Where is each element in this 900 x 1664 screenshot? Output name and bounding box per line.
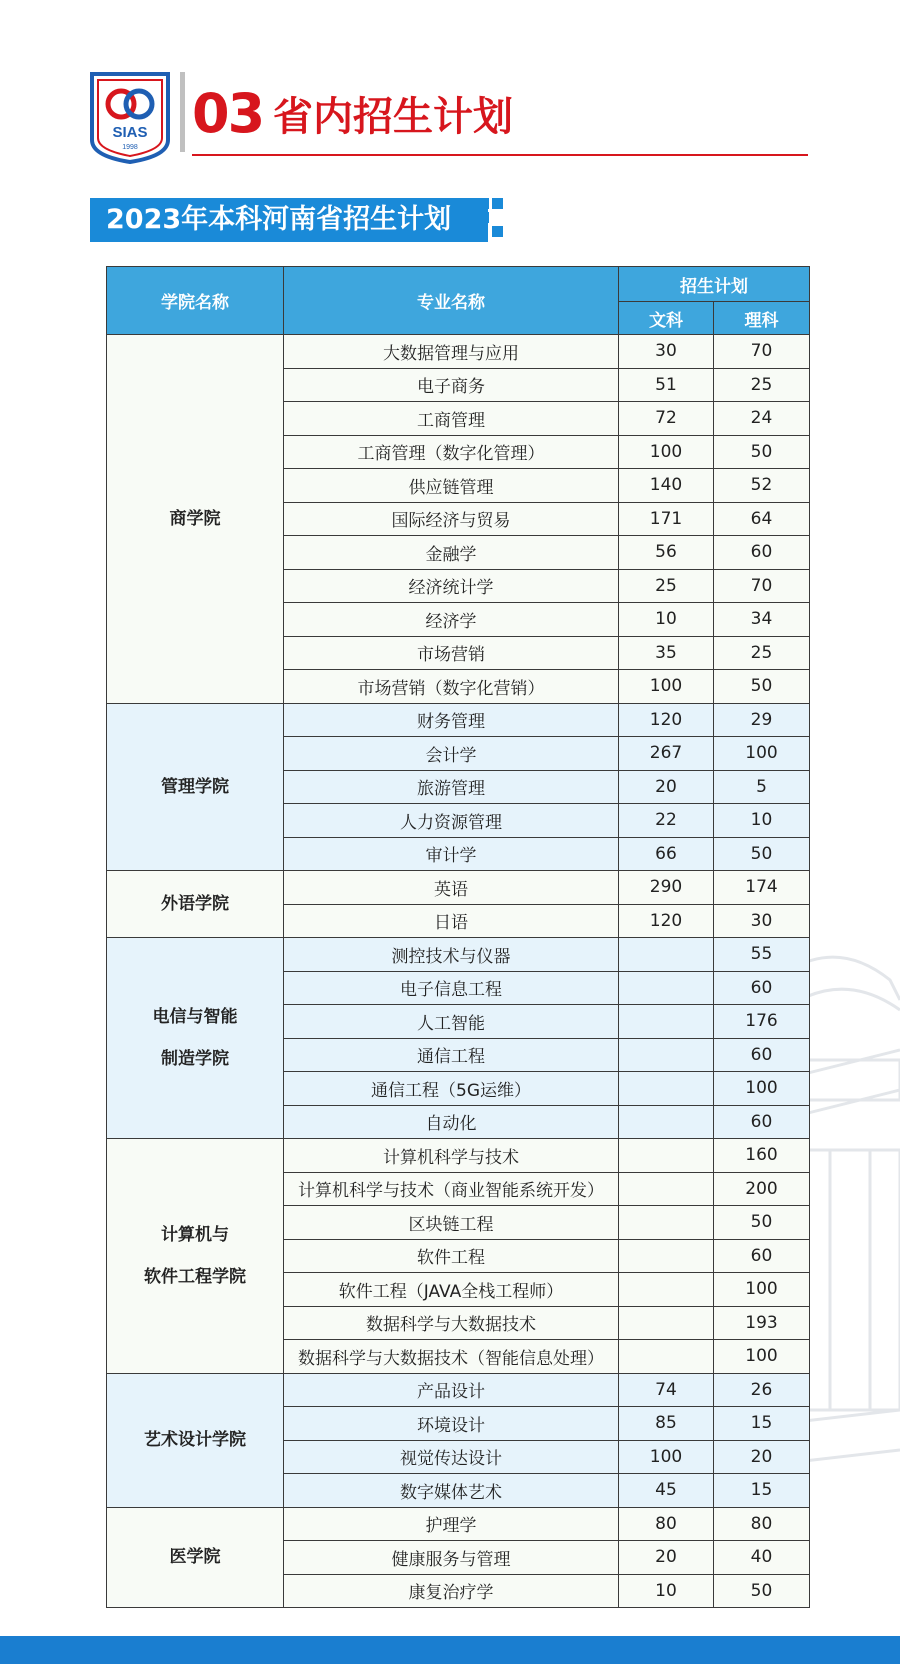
major-name-cell: 金融学 bbox=[284, 536, 619, 570]
arts-quota-cell: 20 bbox=[619, 1541, 714, 1575]
arts-quota-cell bbox=[619, 1306, 714, 1340]
arts-quota-cell: 45 bbox=[619, 1474, 714, 1508]
college-name-cell: 管理学院 bbox=[107, 703, 284, 871]
arts-quota-cell: 100 bbox=[619, 435, 714, 469]
arts-quota-cell: 140 bbox=[619, 469, 714, 503]
table-row bbox=[107, 335, 810, 369]
enrollment-plan-table bbox=[106, 266, 810, 1608]
science-quota-cell: 15 bbox=[714, 1474, 810, 1508]
major-name-cell: 护理学 bbox=[284, 1507, 619, 1541]
arts-quota-cell: 30 bbox=[619, 335, 714, 369]
major-name-cell: 电子商务 bbox=[284, 368, 619, 402]
science-quota-cell: 200 bbox=[714, 1172, 810, 1206]
arts-quota-cell bbox=[619, 1105, 714, 1139]
major-name-cell: 产品设计 bbox=[284, 1373, 619, 1407]
table-row bbox=[107, 1507, 810, 1541]
arts-quota-cell bbox=[619, 971, 714, 1005]
science-quota-cell: 193 bbox=[714, 1306, 810, 1340]
section-number: 03 bbox=[192, 82, 264, 145]
page-header bbox=[88, 70, 808, 165]
college-name-cell: 电信与智能 制造学院 bbox=[107, 938, 284, 1139]
major-name-cell: 康复治疗学 bbox=[284, 1574, 619, 1608]
banner-square-decoration bbox=[478, 198, 489, 209]
major-name-cell: 经济统计学 bbox=[284, 569, 619, 603]
logo-text: SIAS bbox=[112, 124, 148, 141]
major-name-cell: 财务管理 bbox=[284, 703, 619, 737]
science-quota-cell: 70 bbox=[714, 569, 810, 603]
banner-square-decoration bbox=[492, 212, 503, 223]
banner-square-decoration bbox=[492, 198, 503, 209]
arts-quota-cell: 25 bbox=[619, 569, 714, 603]
college-name-cell: 艺术设计学院 bbox=[107, 1373, 284, 1507]
arts-quota-cell bbox=[619, 1038, 714, 1072]
column-header-science: 理科 bbox=[714, 302, 810, 335]
science-quota-cell: 25 bbox=[714, 636, 810, 670]
table-header bbox=[107, 267, 810, 335]
science-quota-cell: 174 bbox=[714, 871, 810, 905]
header-divider bbox=[180, 72, 185, 152]
major-name-cell: 人工智能 bbox=[284, 1005, 619, 1039]
major-name-cell: 健康服务与管理 bbox=[284, 1541, 619, 1575]
banner-square-decoration bbox=[492, 226, 503, 237]
college-name-cell: 计算机与 软件工程学院 bbox=[107, 1139, 284, 1374]
table-row bbox=[107, 1373, 810, 1407]
arts-quota-cell: 51 bbox=[619, 368, 714, 402]
table-row bbox=[107, 938, 810, 972]
science-quota-cell: 176 bbox=[714, 1005, 810, 1039]
banner-square-decoration bbox=[478, 212, 489, 223]
science-quota-cell: 50 bbox=[714, 837, 810, 871]
science-quota-cell: 10 bbox=[714, 804, 810, 838]
science-quota-cell: 100 bbox=[714, 737, 810, 771]
column-header-plan: 招生计划 bbox=[619, 267, 810, 302]
sias-logo bbox=[88, 70, 172, 164]
arts-quota-cell bbox=[619, 938, 714, 972]
column-header-college: 学院名称 bbox=[107, 267, 284, 335]
major-name-cell: 软件工程 bbox=[284, 1239, 619, 1273]
major-name-cell: 工商管理 bbox=[284, 402, 619, 436]
science-quota-cell: 50 bbox=[714, 1574, 810, 1608]
science-quota-cell: 160 bbox=[714, 1139, 810, 1173]
arts-quota-cell: 120 bbox=[619, 703, 714, 737]
arts-quota-cell: 35 bbox=[619, 636, 714, 670]
major-name-cell: 日语 bbox=[284, 904, 619, 938]
major-name-cell: 人力资源管理 bbox=[284, 804, 619, 838]
major-name-cell: 通信工程 bbox=[284, 1038, 619, 1072]
major-name-cell: 会计学 bbox=[284, 737, 619, 771]
major-name-cell: 通信工程（5G运维） bbox=[284, 1072, 619, 1106]
science-quota-cell: 26 bbox=[714, 1373, 810, 1407]
logo-year: 1998 bbox=[122, 144, 138, 151]
arts-quota-cell bbox=[619, 1072, 714, 1106]
science-quota-cell: 34 bbox=[714, 603, 810, 637]
college-name-cell: 商学院 bbox=[107, 335, 284, 704]
arts-quota-cell bbox=[619, 1340, 714, 1374]
major-name-cell: 区块链工程 bbox=[284, 1206, 619, 1240]
arts-quota-cell: 72 bbox=[619, 402, 714, 436]
page-title: 省内招生计划 bbox=[273, 94, 513, 140]
major-name-cell: 计算机科学与技术 bbox=[284, 1139, 619, 1173]
arts-quota-cell: 80 bbox=[619, 1507, 714, 1541]
arts-quota-cell: 100 bbox=[619, 670, 714, 704]
science-quota-cell: 70 bbox=[714, 335, 810, 369]
science-quota-cell: 60 bbox=[714, 536, 810, 570]
column-header-major: 专业名称 bbox=[284, 267, 619, 335]
major-name-cell: 环境设计 bbox=[284, 1407, 619, 1441]
arts-quota-cell: 74 bbox=[619, 1373, 714, 1407]
science-quota-cell: 15 bbox=[714, 1407, 810, 1441]
college-name-cell: 医学院 bbox=[107, 1507, 284, 1608]
arts-quota-cell bbox=[619, 1273, 714, 1307]
major-name-cell: 测控技术与仪器 bbox=[284, 938, 619, 972]
major-name-cell: 自动化 bbox=[284, 1105, 619, 1139]
science-quota-cell: 29 bbox=[714, 703, 810, 737]
science-quota-cell: 24 bbox=[714, 402, 810, 436]
arts-quota-cell bbox=[619, 1172, 714, 1206]
major-name-cell: 视觉传达设计 bbox=[284, 1440, 619, 1474]
major-name-cell: 供应链管理 bbox=[284, 469, 619, 503]
major-name-cell: 电子信息工程 bbox=[284, 971, 619, 1005]
science-quota-cell: 55 bbox=[714, 938, 810, 972]
column-header-arts: 文科 bbox=[619, 302, 714, 335]
arts-quota-cell: 10 bbox=[619, 1574, 714, 1608]
science-quota-cell: 5 bbox=[714, 770, 810, 804]
table-row bbox=[107, 1139, 810, 1173]
science-quota-cell: 100 bbox=[714, 1273, 810, 1307]
science-quota-cell: 64 bbox=[714, 502, 810, 536]
table-row bbox=[107, 703, 810, 737]
arts-quota-cell: 290 bbox=[619, 871, 714, 905]
science-quota-cell: 30 bbox=[714, 904, 810, 938]
major-name-cell: 经济学 bbox=[284, 603, 619, 637]
science-quota-cell: 50 bbox=[714, 670, 810, 704]
arts-quota-cell: 100 bbox=[619, 1440, 714, 1474]
major-name-cell: 计算机科学与技术（商业智能系统开发） bbox=[284, 1172, 619, 1206]
table-body bbox=[107, 335, 810, 1608]
science-quota-cell: 60 bbox=[714, 1038, 810, 1072]
arts-quota-cell: 120 bbox=[619, 904, 714, 938]
science-quota-cell: 20 bbox=[714, 1440, 810, 1474]
arts-quota-cell: 22 bbox=[619, 804, 714, 838]
science-quota-cell: 60 bbox=[714, 1105, 810, 1139]
header-underline bbox=[192, 154, 808, 156]
arts-quota-cell bbox=[619, 1239, 714, 1273]
table-row bbox=[107, 871, 810, 905]
major-name-cell: 数字媒体艺术 bbox=[284, 1474, 619, 1508]
science-quota-cell: 50 bbox=[714, 1206, 810, 1240]
section-banner bbox=[90, 198, 505, 242]
major-name-cell: 市场营销（数字化营销） bbox=[284, 670, 619, 704]
footer-bar bbox=[0, 1636, 900, 1664]
major-name-cell: 国际经济与贸易 bbox=[284, 502, 619, 536]
arts-quota-cell: 66 bbox=[619, 837, 714, 871]
major-name-cell: 旅游管理 bbox=[284, 770, 619, 804]
major-name-cell: 英语 bbox=[284, 871, 619, 905]
science-quota-cell: 60 bbox=[714, 1239, 810, 1273]
science-quota-cell: 100 bbox=[714, 1072, 810, 1106]
major-name-cell: 数据科学与大数据技术 bbox=[284, 1306, 619, 1340]
arts-quota-cell bbox=[619, 1139, 714, 1173]
major-name-cell: 大数据管理与应用 bbox=[284, 335, 619, 369]
major-name-cell: 审计学 bbox=[284, 837, 619, 871]
science-quota-cell: 50 bbox=[714, 435, 810, 469]
science-quota-cell: 100 bbox=[714, 1340, 810, 1374]
science-quota-cell: 80 bbox=[714, 1507, 810, 1541]
arts-quota-cell: 85 bbox=[619, 1407, 714, 1441]
major-name-cell: 市场营销 bbox=[284, 636, 619, 670]
science-quota-cell: 25 bbox=[714, 368, 810, 402]
arts-quota-cell: 171 bbox=[619, 502, 714, 536]
major-name-cell: 工商管理（数字化管理） bbox=[284, 435, 619, 469]
science-quota-cell: 60 bbox=[714, 971, 810, 1005]
arts-quota-cell bbox=[619, 1206, 714, 1240]
arts-quota-cell: 10 bbox=[619, 603, 714, 637]
college-name-cell: 外语学院 bbox=[107, 871, 284, 938]
arts-quota-cell: 56 bbox=[619, 536, 714, 570]
arts-quota-cell: 20 bbox=[619, 770, 714, 804]
science-quota-cell: 52 bbox=[714, 469, 810, 503]
arts-quota-cell: 267 bbox=[619, 737, 714, 771]
banner-title: 2023年本科河南省招生计划 bbox=[106, 204, 452, 235]
science-quota-cell: 40 bbox=[714, 1541, 810, 1575]
major-name-cell: 软件工程（JAVA全栈工程师） bbox=[284, 1273, 619, 1307]
arts-quota-cell bbox=[619, 1005, 714, 1039]
major-name-cell: 数据科学与大数据技术（智能信息处理） bbox=[284, 1340, 619, 1374]
